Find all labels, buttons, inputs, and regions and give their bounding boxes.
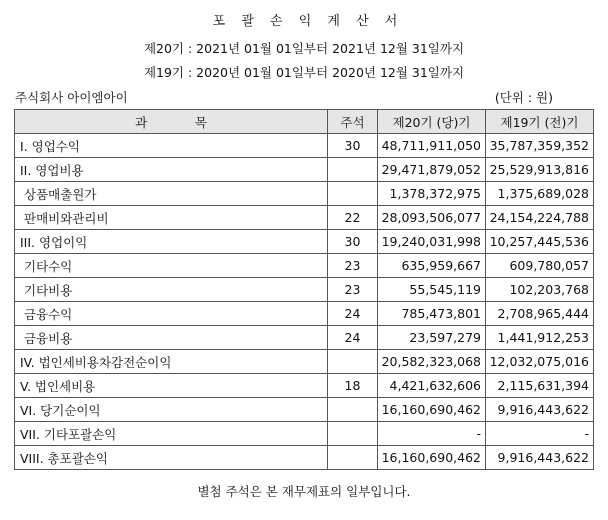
row-item: VI. 당기순이익	[15, 398, 328, 422]
table-row	[15, 302, 594, 326]
row-prior: 24,154,224,788	[486, 206, 594, 230]
row-prior: 2,115,631,394	[486, 374, 594, 398]
row-current: 28,093,506,077	[378, 206, 486, 230]
row-current: 1,378,372,975	[378, 182, 486, 206]
row-item: II. 영업비용	[15, 158, 328, 182]
row-item: IV. 법인세비용차감전순이익	[15, 350, 328, 374]
row-note	[328, 182, 378, 206]
row-item: III. 영업이익	[15, 230, 328, 254]
period-current: 제20기 : 2021년 01월 01일부터 2021년 12월 31일까지	[143, 41, 465, 56]
row-item: 기타수익	[15, 254, 328, 278]
row-note: 18	[328, 374, 378, 398]
table-body	[15, 134, 594, 470]
table-header-row	[15, 110, 594, 134]
company-name: 주식회사 아이엠아이	[15, 90, 128, 105]
table-row	[15, 254, 594, 278]
row-note	[328, 422, 378, 446]
row-item: 기타비용	[15, 278, 328, 302]
table-row	[15, 374, 594, 398]
row-current: 4,421,632,606	[378, 374, 486, 398]
row-note	[328, 398, 378, 422]
row-item: VIII. 총포괄손익	[15, 446, 328, 470]
table-row	[15, 446, 594, 470]
row-item: 금융비용	[15, 326, 328, 350]
table-row	[15, 326, 594, 350]
row-note: 24	[328, 326, 378, 350]
row-note: 22	[328, 206, 378, 230]
header-current: 제20기 (당)기	[378, 110, 486, 134]
statement-title: 포 괄 손 익 계 산 서	[212, 14, 404, 29]
row-current: 635,959,667	[378, 254, 486, 278]
row-item: VII. 기타포괄손익	[15, 422, 328, 446]
table-row	[15, 422, 594, 446]
row-current: 16,160,690,462	[378, 398, 486, 422]
row-prior: 2,708,965,444	[486, 302, 594, 326]
row-current: -	[378, 422, 486, 446]
row-note: 24	[328, 302, 378, 326]
row-note	[328, 158, 378, 182]
row-prior: 1,441,912,253	[486, 326, 594, 350]
row-current: 19,240,031,998	[378, 230, 486, 254]
row-prior: 25,529,913,816	[486, 158, 594, 182]
table-row	[15, 206, 594, 230]
footer-note: 별첨 주석은 본 재무제표의 일부입니다.	[197, 484, 411, 499]
table-row	[15, 278, 594, 302]
table-row	[15, 350, 594, 374]
row-prior: 1,375,689,028	[486, 182, 594, 206]
row-prior: 12,032,075,016	[486, 350, 594, 374]
row-note: 23	[328, 278, 378, 302]
row-current: 29,471,879,052	[378, 158, 486, 182]
row-prior: 9,916,443,622	[486, 446, 594, 470]
row-prior: -	[486, 422, 594, 446]
table-row	[15, 134, 594, 158]
row-current: 20,582,323,068	[378, 350, 486, 374]
header-note: 주석	[328, 110, 378, 134]
table-row	[15, 158, 594, 182]
row-current: 16,160,690,462	[378, 446, 486, 470]
income-statement-table	[14, 109, 594, 470]
row-item: 판매비와관리비	[15, 206, 328, 230]
header-prior: 제19기 (전)기	[486, 110, 594, 134]
row-prior: 102,203,768	[486, 278, 594, 302]
row-prior: 609,780,057	[486, 254, 594, 278]
row-item: 상품매출원가	[15, 182, 328, 206]
row-item: 금융수익	[15, 302, 328, 326]
row-prior: 35,787,359,352	[486, 134, 594, 158]
row-note: 23	[328, 254, 378, 278]
row-current: 23,597,279	[378, 326, 486, 350]
row-current: 55,545,119	[378, 278, 486, 302]
table-row	[15, 398, 594, 422]
unit-label: (단위 : 원)	[494, 90, 553, 105]
row-note	[328, 350, 378, 374]
table-row	[15, 182, 594, 206]
row-current: 785,473,801	[378, 302, 486, 326]
row-prior: 10,257,445,536	[486, 230, 594, 254]
row-prior: 9,916,443,622	[486, 398, 594, 422]
table-row	[15, 230, 594, 254]
row-current: 48,711,911,050	[378, 134, 486, 158]
row-item: V. 법인세비용	[15, 374, 328, 398]
period-prior: 제19기 : 2020년 01월 01일부터 2020년 12월 31일까지	[143, 65, 465, 80]
row-item: I. 영업수익	[15, 134, 328, 158]
row-note: 30	[328, 134, 378, 158]
row-note: 30	[328, 230, 378, 254]
row-note	[328, 446, 378, 470]
header-item: 과 목	[15, 110, 328, 134]
